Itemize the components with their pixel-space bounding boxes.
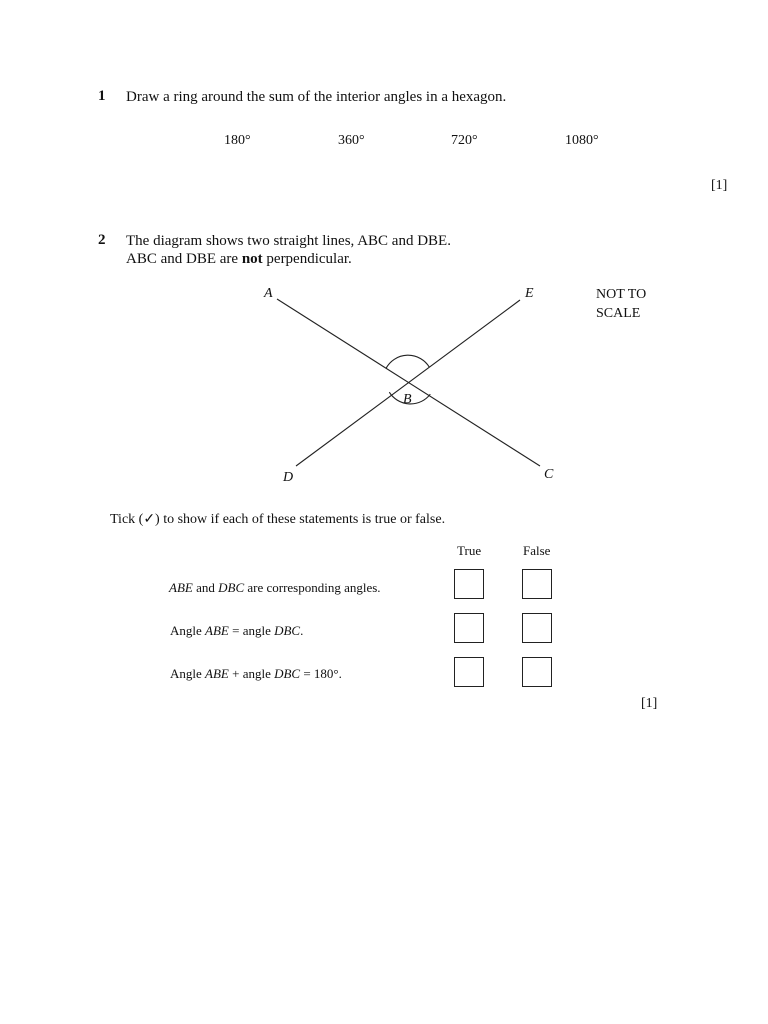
point-label-b: B [403, 392, 412, 407]
intro-line2-bold: not [241, 251, 263, 267]
statement-1-false-checkbox[interactable] [522, 569, 552, 599]
angle-arc-abe [386, 355, 429, 368]
choice-1080[interactable]: 1080° [565, 133, 599, 148]
statement-3-suffix: = 180°. [300, 666, 342, 681]
statement-3-prefix: Angle [170, 666, 206, 681]
statement-1-true-checkbox[interactable] [454, 569, 484, 599]
statement-1-angle-a: ABE [169, 580, 193, 595]
intro-line2-prefix: ABC and DBE are [126, 251, 242, 267]
statement-2-angle-a: ABE [205, 623, 229, 638]
statement-1 [169, 580, 381, 596]
column-header-true: True [457, 543, 482, 558]
statement-3-angle-b: DBC [274, 666, 301, 681]
question-2-marks: [1] [641, 696, 658, 711]
statement-1-middle: and [192, 580, 219, 595]
intro-line2-suffix: perpendicular. [262, 251, 352, 267]
statement-3-true-checkbox[interactable] [454, 657, 484, 687]
question-2-number: 2 [98, 232, 106, 248]
point-label-c: C [544, 467, 554, 482]
statement-1-angle-b: DBC [218, 580, 245, 595]
not-to-scale-line1: NOT TO [596, 287, 647, 302]
line-dbe [296, 300, 520, 466]
point-label-a: A [264, 286, 273, 301]
statement-3-angle-a: ABE [205, 666, 229, 681]
statement-2-false-checkbox[interactable] [522, 613, 552, 643]
point-label-e: E [525, 286, 534, 301]
not-to-scale-line2: SCALE [596, 306, 641, 321]
statement-3 [170, 666, 342, 682]
question-1-text: Draw a ring around the sum of the interior angles in a hexagon. [126, 89, 507, 105]
statement-2 [170, 623, 303, 639]
column-header-false: False [523, 543, 551, 558]
not-to-scale-note [596, 285, 646, 323]
statement-2-angle-b: DBC [274, 623, 301, 638]
choice-720[interactable]: 720° [451, 133, 478, 148]
choice-180[interactable]: 180° [224, 133, 251, 148]
question-1-marks: [1] [711, 178, 728, 193]
statement-3-middle: + angle [228, 666, 275, 681]
statement-2-suffix: . [300, 623, 304, 638]
point-label-d: D [283, 470, 294, 485]
statement-2-true-checkbox[interactable] [454, 613, 484, 643]
statement-2-middle: = angle [228, 623, 275, 638]
intersecting-lines-diagram [0, 0, 768, 500]
statement-1-suffix: are corresponding angles. [244, 580, 381, 595]
statement-2-prefix: Angle [170, 623, 206, 638]
question-1-number: 1 [98, 88, 106, 104]
choice-360[interactable]: 360° [338, 133, 365, 148]
question-2-intro-text: The diagram shows two straight lines, ABC and DBE. [126, 233, 451, 249]
tick-instruction: Tick (✓) to show if each of these statements is true or false. [110, 512, 446, 527]
statement-3-false-checkbox[interactable] [522, 657, 552, 687]
